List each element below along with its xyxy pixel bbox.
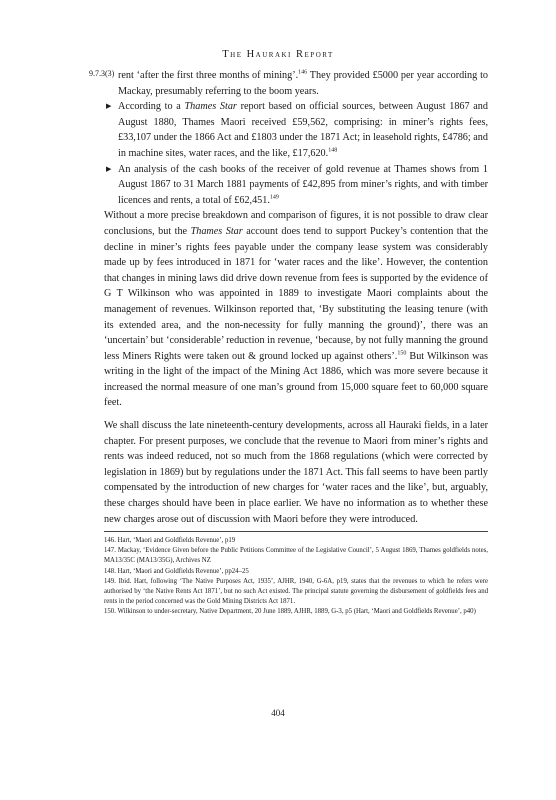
section-number: 9.7.3(3) [89, 69, 115, 78]
paragraph: Without a more precise breakdown and comparison of figures, it is not possible to draw clear conclusions, but the Thames Star account does tend to support Puckey’s contention that the decline in miner’s rights fees payable under the company lease system was considerably made up by fees introduced in 1871 for ‘water races and the like’. However, the contention that changes in mining laws did drive down revenue from fees is supported by the evidence of G T Wilkinson who was appointed in 1889 to investigate Maori complaints about the management of revenues. Wilkinson reported that, ‘By substituting the leasing tenure (with its extended area, and the non-necessity for fully manning the ground)’, there was an ‘uncertain’ but ‘considerable’ reduction in revenue, ‘because, by not fully manning the ground less Miners Rights were taken out & ground locked up against others’.$^{150}$ But Wilkinson was writing in the light of the impact of the Mining Act 1886, which was more severe because it increased the normal measure of one man’s ground from 15,000 square feet to 60,000 square feet. [104, 210, 488, 409]
footnote-ref: 150 [397, 350, 407, 357]
footnote: 149. Ibid. Hart, following ‘The Native Purposes Act, 1935’, AJHR, 1940, G-6A, p19, states that the revenues to which he refers were authorised by ‘the Native Rents Act 1871’, but no such Act existed. The principal statute governing the disbursement of goldfields fees and rents in the period concerned was the Gold Mining Districts Act 1871. [104, 577, 488, 606]
body-text [104, 68, 488, 527]
footnote-ref: 148 [328, 147, 338, 154]
footnote-ref: 146 [298, 69, 308, 76]
footnote-ref: 149 [269, 194, 279, 201]
footnote-divider [104, 531, 488, 532]
triangle-bullet-icon: ▶ [106, 164, 112, 173]
bullet-item: ▶ According to a Thames Star report based on official sources, between August 1867 and August 1880, Thames Maori received £59,562, comprising: in miner’s rights fees, £33,107 under the 1866 Act and £1803 under the 1871 Act; in leasehold rights, £4786; and in machine sites, water races, and the like, £17,620.$^{148}$ [106, 101, 488, 159]
footnotes [104, 536, 488, 618]
running-header: The Hauraki Report [222, 49, 334, 60]
footnote: 147. Mackay, ‘Evidence Given before the Public Petitions Committee of the Legislative Council’, 5 August 1869, Thames goldfields notes, MA13/35C (MA13/35G), Archives NZ [104, 547, 488, 565]
footnote: 148. Hart, ‘Maori and Goldfields Revenue’, pp24–25 [104, 567, 249, 575]
paragraph: We shall discuss the late nineteenth-century developments, across all Hauraki fields, in a later chapter. For present purposes, we conclude that the revenue to Maori from miner’s rights and rents was indeed reduced, not so much from the 1868 regulations (which were corrected by legislation in 1869) but by regulations under the 1871 Act. This fall seems to have been partly compensated by the introduction of new charges for ‘water races and the like’, but, arguably, these charges should have been in place earlier. We have no information as to whether these new charges arose out of discussion with Maori before they were introduced. [104, 420, 488, 525]
triangle-bullet-icon: ▶ [106, 102, 112, 111]
footnote: 150. Wilkinson to under-secretary, Native Department, 20 June 1889, AJHR, 1889, G-3, p5 (Hart, ‘Maori and Goldfields Revenue’, p40) [104, 608, 476, 616]
page-number: 404 [271, 708, 285, 718]
intro-continuation: rent ‘after the first three months of mining’.$^{146}$ They provided £5000 per year according to Mackay, presumably referring to the boom years. [118, 69, 488, 97]
bullet-item: ▶ An analysis of the cash books of the receiver of gold revenue at Thames shows from 1 August 1867 to 31 March 1881 payments of £42,895 from miner’s rights, and with timber licences and rents, a total of £62,451.$^{149}$ [106, 163, 488, 206]
footnote: 146. Hart, ‘Maori and Goldfields Revenue’, p19 [104, 537, 236, 544]
